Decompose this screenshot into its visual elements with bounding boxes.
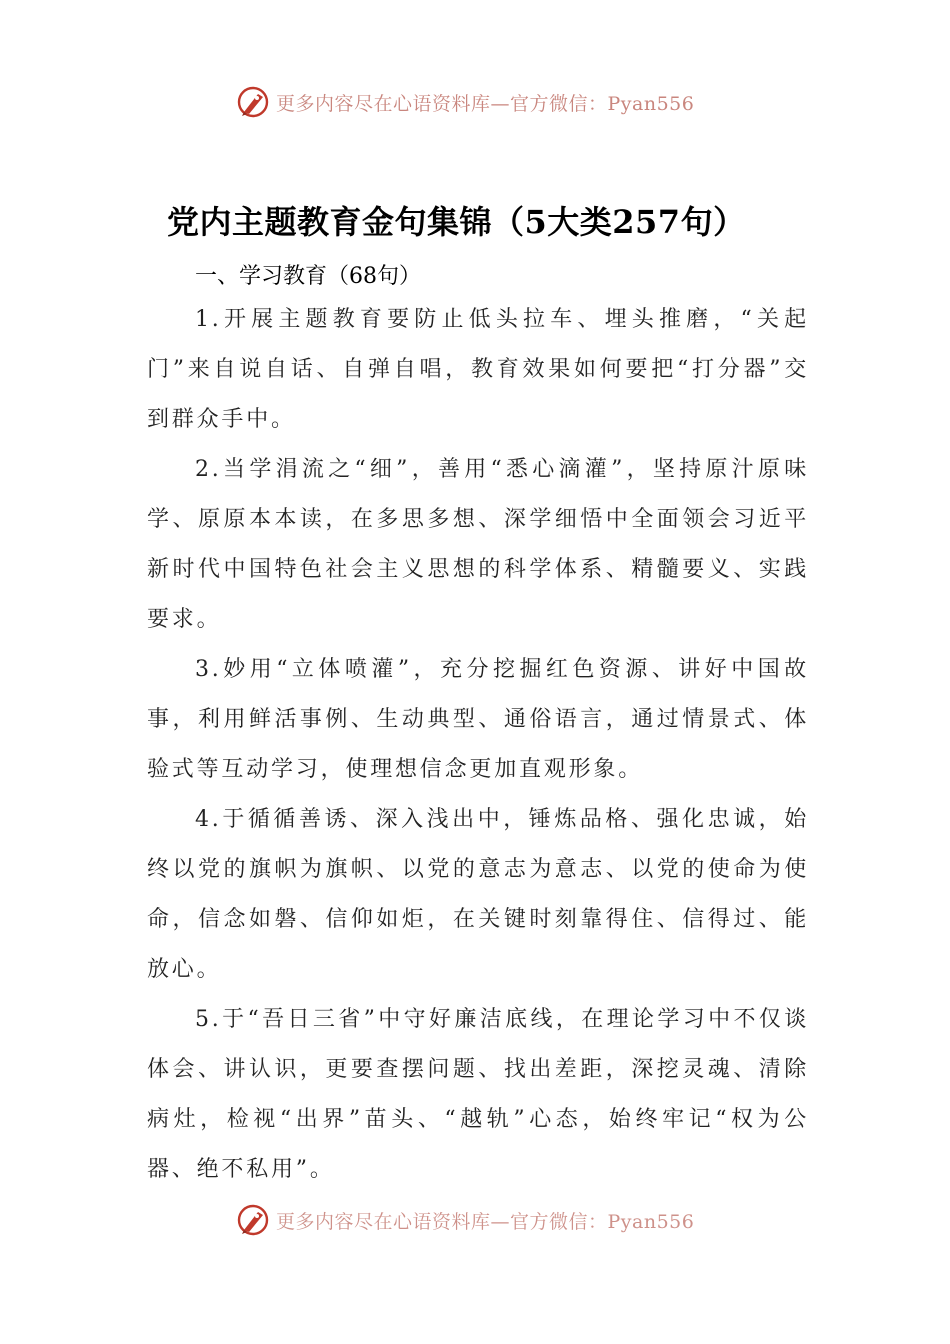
pen-nib-logo-icon [236, 85, 270, 119]
watermark-header [0, 80, 950, 124]
paragraph: 2.当学涓流之“细”，善用“悉心滴灌”，坚持原汁原味学、原原本本读，在多思多想、深学细悟中全面领会习近平新时代中国特色社会主义思想的科学体系、精髓要义、实践要求。 [147, 457, 809, 632]
paragraph: 4.于循循善诱、深入浅出中，锤炼品格、强化忠诚，始终以党的旗帜为旗帜、以党的意志为意志、以党的使命为使命，信念如磐、信仰如炬，在关键时刻靠得住、信得过、能放心。 [147, 807, 809, 982]
pen-nib-logo-icon [236, 1203, 270, 1237]
paragraph-list [147, 295, 809, 1195]
paragraph: 5.于“吾日三省”中守好廉洁底线，在理论学习中不仅谈体会、讲认识，更要查摆问题、找出差距，深挖灵魂、清除病灶，检视“出界”苗头、“越轨”心态，始终牢记“权为公器、绝不私用”。 [147, 1007, 809, 1182]
document-title: 党内主题教育金句集锦（5大类257句） [167, 203, 746, 241]
section-heading: 一、学习教育（68句） [195, 264, 421, 289]
watermark-text: 更多内容尽在心语资料库—官方微信：Pyan556 [276, 1210, 695, 1233]
watermark-text: 更多内容尽在心语资料库—官方微信：Pyan556 [276, 92, 695, 115]
paragraph: 3.妙用“立体喷灌”，充分挖掘红色资源、讲好中国故事，利用鲜活事例、生动典型、通俗语言，通过情景式、体验式等互动学习，使理想信念更加直观形象。 [147, 657, 809, 782]
paragraph: 1.开展主题教育要防止低头拉车、埋头推磨，“关起门”来自说自话、自弹自唱，教育效果如何要把“打分器”交到群众手中。 [147, 307, 809, 432]
watermark-footer [0, 1200, 950, 1240]
